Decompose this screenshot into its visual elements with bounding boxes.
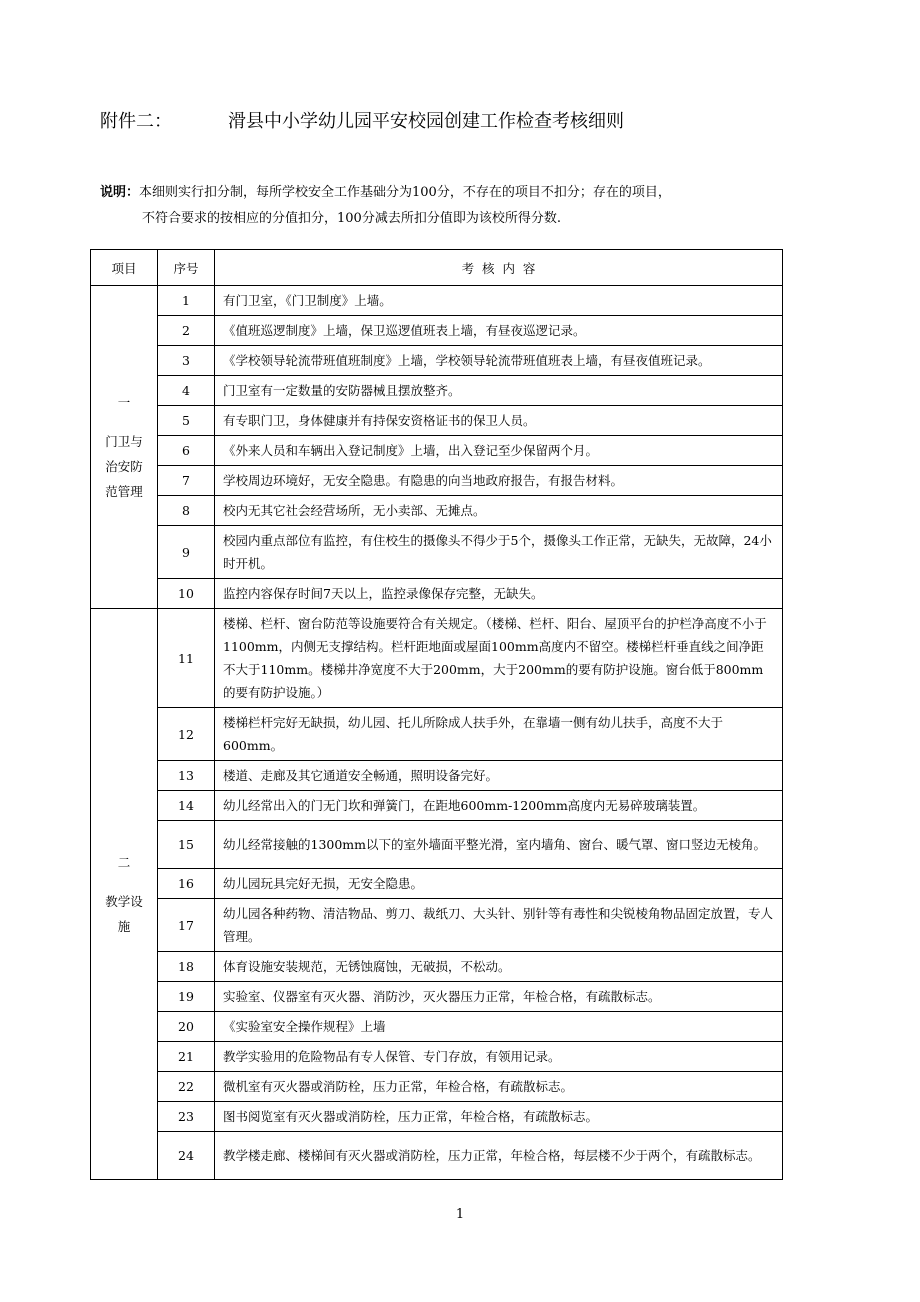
- table-row: [91, 899, 783, 952]
- serial-number: 10: [158, 579, 215, 609]
- assessment-content: 体育设施安装规范，无锈蚀腐蚀，无破损，不松动。: [215, 952, 783, 982]
- assessment-content: 《值班巡逻制度》上墙，保卫巡逻值班表上墙，有昼夜巡逻记录。: [215, 316, 783, 346]
- table-row: [91, 316, 783, 346]
- header-serial: 序号: [158, 250, 215, 286]
- table-body: [91, 286, 783, 1180]
- category-number: 二: [117, 854, 131, 870]
- assessment-content: 幼儿经常接触的1300mm以下的室外墙面平整光滑，室内墙角、窗台、暖气罩、窗口竖边无棱角。: [215, 821, 783, 869]
- table-row: [91, 1102, 783, 1132]
- note-line-1: [100, 180, 800, 206]
- table-row: [91, 436, 783, 466]
- table-row: [91, 1072, 783, 1102]
- category-number: 一: [117, 395, 131, 410]
- serial-number: 7: [158, 466, 215, 496]
- table-row: [91, 579, 783, 609]
- document-heading: [100, 107, 800, 133]
- document-title: 滑县中小学幼儿园平安校园创建工作检查考核细则: [228, 111, 624, 132]
- note-line-2: 不符合要求的按相应的分值扣分，100分减去所扣分值即为该校所得分数.: [142, 211, 561, 226]
- table-header-row: [91, 250, 783, 286]
- assessment-content: 监控内容保存时间7天以上，监控录像保存完整，无缺失。: [215, 579, 783, 609]
- serial-number: 9: [158, 526, 215, 579]
- category-name: 门卫与治安防范管理: [105, 434, 143, 499]
- serial-number: 5: [158, 406, 215, 436]
- assessment-content: 《学校领导轮流带班值班制度》上墙，学校领导轮流带班值班表上墙，有昼夜值班记录。: [215, 346, 783, 376]
- serial-number: 14: [158, 791, 215, 821]
- assessment-content: 教学楼走廊、楼梯间有灭火器或消防栓，压力正常，年检合格，每层楼不少于两个，有疏散标志。: [215, 1132, 783, 1180]
- table-row: [91, 761, 783, 791]
- attachment-label: 附件二：: [100, 111, 172, 132]
- assessment-content: 学校周边环境好，无安全隐患。有隐患的向当地政府报告，有报告材料。: [215, 466, 783, 496]
- category-cell: [91, 609, 158, 1180]
- serial-number: 11: [158, 609, 215, 708]
- serial-number: 8: [158, 496, 215, 526]
- serial-number: 4: [158, 376, 215, 406]
- serial-number: 15: [158, 821, 215, 869]
- assessment-content: 教学实验用的危险物品有专人保管、专门存放，有领用记录。: [215, 1042, 783, 1072]
- note-text-1: 本细则实行扣分制，每所学校安全工作基础分为100分，不存在的项目不扣分；存在的项目，: [139, 185, 671, 200]
- table-row: [91, 406, 783, 436]
- serial-number: 17: [158, 899, 215, 952]
- table-row: [91, 609, 783, 708]
- assessment-content: 实验室、仪器室有灭火器、消防沙，灭火器压力正常，年检合格，有疏散标志。: [215, 982, 783, 1012]
- assessment-content: 微机室有灭火器或消防栓，压力正常，年检合格，有疏散标志。: [215, 1072, 783, 1102]
- table-row: [91, 952, 783, 982]
- assessment-content: 幼儿经常出入的门无门坎和弹簧门，在距地600mm-1200mm高度内无易碎玻璃装置。: [215, 791, 783, 821]
- table-row: [91, 496, 783, 526]
- table-row: [91, 1042, 783, 1072]
- category-cell: [91, 286, 158, 609]
- table-row: [91, 791, 783, 821]
- assessment-content: 有门卫室，《门卫制度》上墙。: [215, 286, 783, 316]
- table-row: [91, 821, 783, 869]
- serial-number: 6: [158, 436, 215, 466]
- page-number: 1: [455, 1207, 465, 1222]
- serial-number: 3: [158, 346, 215, 376]
- serial-number: 21: [158, 1042, 215, 1072]
- table-row: [91, 346, 783, 376]
- serial-number: 12: [158, 708, 215, 761]
- assessment-content: 有专职门卫，身体健康并有持保安资格证书的保卫人员。: [215, 406, 783, 436]
- assessment-content: 《外来人员和车辆出入登记制度》上墙，出入登记至少保留两个月。: [215, 436, 783, 466]
- serial-number: 18: [158, 952, 215, 982]
- serial-number: 2: [158, 316, 215, 346]
- header-content: 考 核 内 容: [215, 250, 783, 286]
- assessment-content: 图书阅览室有灭火器或消防栓，压力正常，年检合格，有疏散标志。: [215, 1102, 783, 1132]
- assessment-content: 校园内重点部位有监控，有住校生的摄像头不得少于5个，摄像头工作正常，无缺失，无故障，24小时开机。: [215, 526, 783, 579]
- assessment-content: 校内无其它社会经营场所，无小卖部、无摊点。: [215, 496, 783, 526]
- assessment-content: 幼儿园各种药物、清洁物品、剪刀、裁纸刀、大头针、别针等有毒性和尖锐棱角物品固定放置，专人管理。: [215, 899, 783, 952]
- table-row: [91, 869, 783, 899]
- table-row: [91, 526, 783, 579]
- serial-number: 22: [158, 1072, 215, 1102]
- assessment-content: 楼梯、栏杆、窗台防范等设施要符合有关规定。（楼梯、栏杆、阳台、屋顶平台的护栏净高度不小于1100mm，内侧无支撑结构。栏杆距地面或屋面100mm高度内不留空。楼梯栏杆垂直线之间净距不大于110mm。楼梯井净宽度不大于200mm，大于200mm的要有防护设施。窗台低于800mm的要有防护设施。）: [215, 609, 783, 708]
- serial-number: 19: [158, 982, 215, 1012]
- assessment-content: 楼梯栏杆完好无缺损，幼儿园、托儿所除成人扶手外，在靠墙一侧有幼儿扶手，高度不大于600mm。: [215, 708, 783, 761]
- assessment-content: 楼道、走廊及其它通道安全畅通，照明设备完好。: [215, 761, 783, 791]
- table-row: [91, 1132, 783, 1180]
- table-row: [91, 1012, 783, 1042]
- serial-number: 1: [158, 286, 215, 316]
- table-row: [91, 376, 783, 406]
- table-row: [91, 982, 783, 1012]
- assessment-content: 《实验室安全操作规程》上墙: [215, 1012, 783, 1042]
- category-name: 教学设施: [105, 893, 143, 934]
- serial-number: 20: [158, 1012, 215, 1042]
- serial-number: 16: [158, 869, 215, 899]
- serial-number: 13: [158, 761, 215, 791]
- serial-number: 23: [158, 1102, 215, 1132]
- table-row: [91, 466, 783, 496]
- header-project: 项目: [91, 250, 158, 286]
- assessment-content: 幼儿园玩具完好无损，无安全隐患。: [215, 869, 783, 899]
- table-row: [91, 286, 783, 316]
- assessment-content: 门卫室有一定数量的安防器械且摆放整齐。: [215, 376, 783, 406]
- assessment-table: [90, 249, 783, 1180]
- explanation-note: [100, 180, 800, 232]
- note-label: 说明：: [100, 185, 140, 200]
- serial-number: 24: [158, 1132, 215, 1180]
- table-row: [91, 708, 783, 761]
